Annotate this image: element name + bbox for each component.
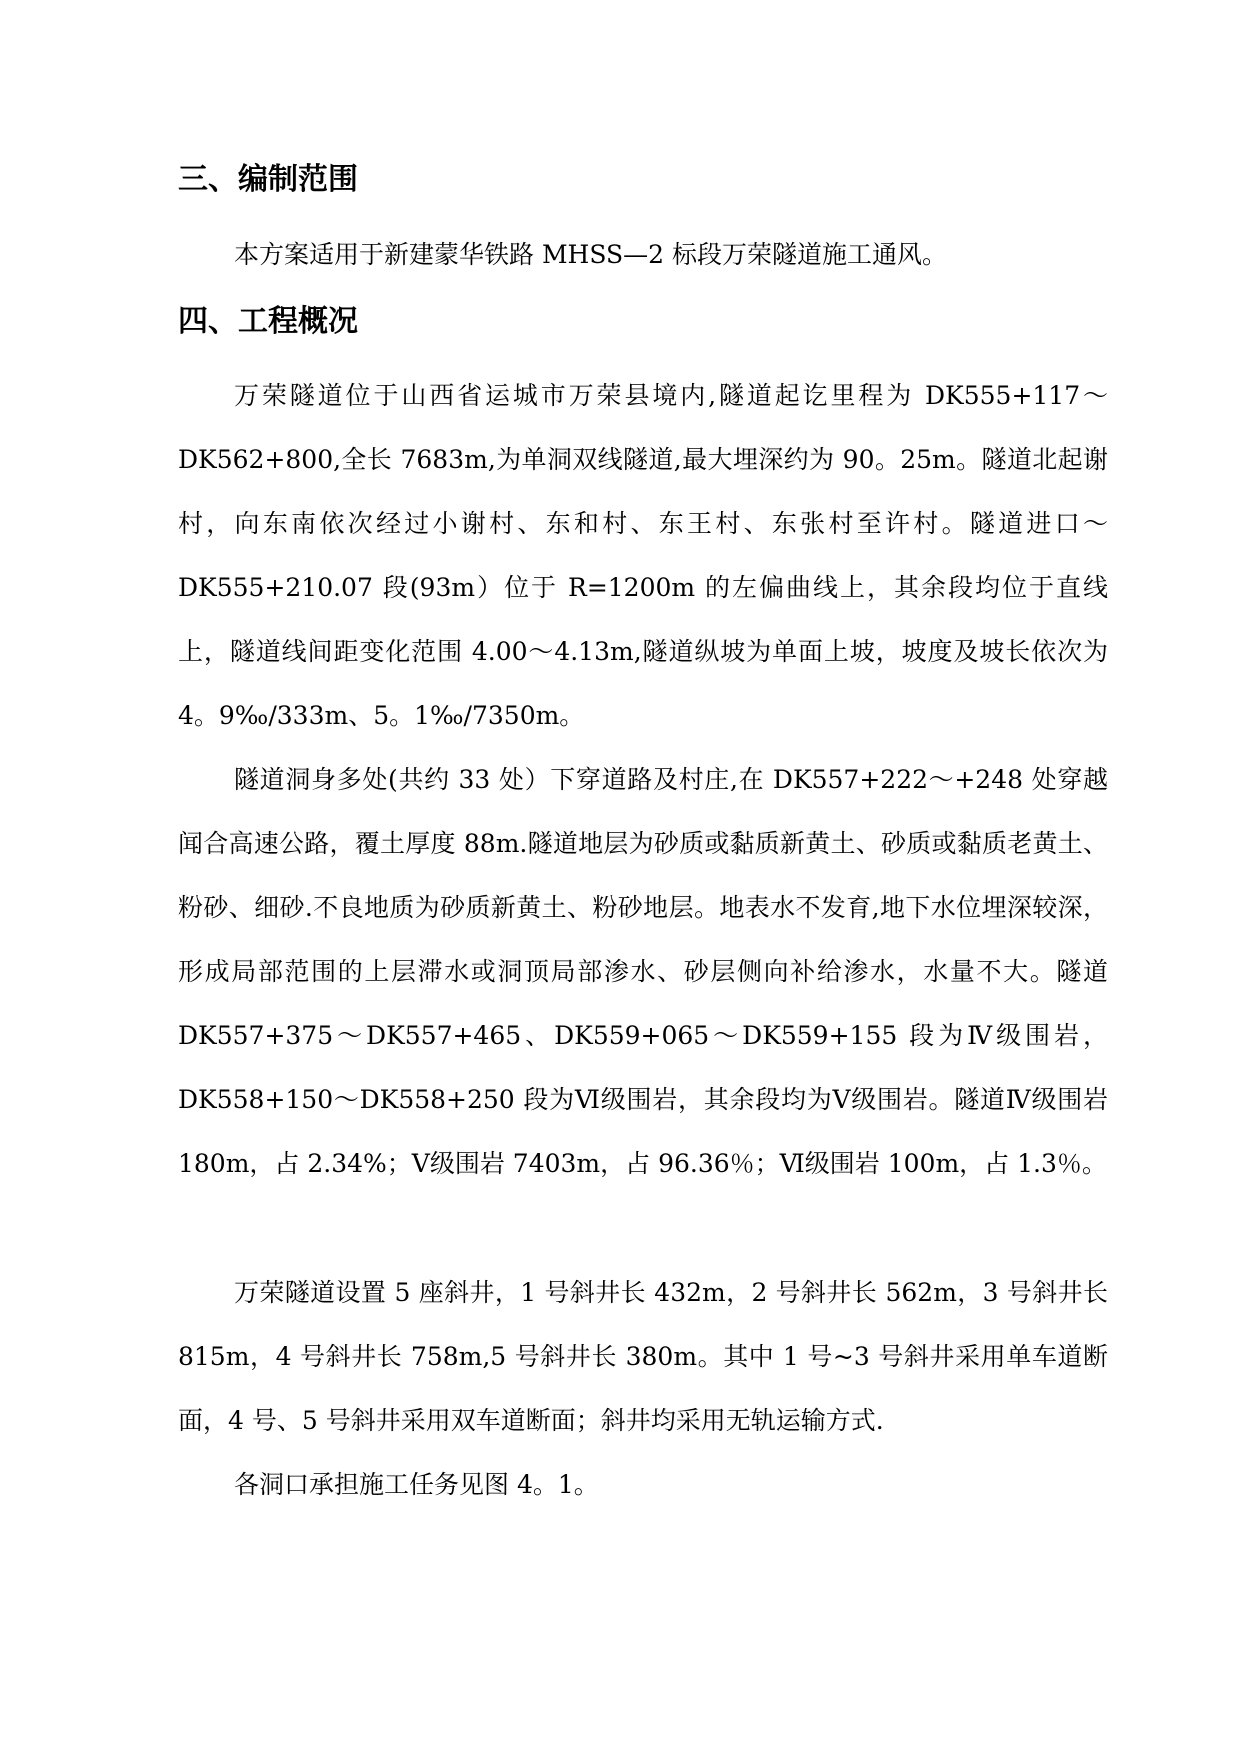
overview-paragraph-2: 隧道洞身多处(共约 33 处）下穿道路及村庄,在 DK557+222～+248 处穿越闻合高速公路，覆土厚度 88m.隧道地层为砂质或黏质新黄土、砂质或黏质老黄土、粉砂、细砂.不良地质为砂质新黄土、粉砂地层。地表水不发育,地下水位埋深较深，形成局部范围的上层滞水或洞顶局部渗水、砂层侧向补给渗水，水量不大。隧道 DK557+375～DK557+465、DK559+065～DK559+155 段为Ⅳ级围岩，DK558+150～DK558+250 段为Ⅵ级围岩，其余段均为Ⅴ级围岩。隧道Ⅳ级围岩 180m，占 2.34%；Ⅴ级围岩 7403m，占 96.36％；Ⅵ级围岩 100m，占 1.3％。: [178, 765, 1108, 1178]
section-3-paragraph: 本方案适用于新建蒙华铁路 MHSS—2 标段万荣隧道施工通风。: [234, 240, 948, 269]
section-3-heading: 三、编制范围: [178, 162, 358, 197]
section-4-heading: 四、工程概况: [178, 304, 358, 339]
overview-paragraph-3: 万荣隧道设置 5 座斜井，1 号斜井长 432m，2 号斜井长 562m，3 号斜井长 815m，4 号斜井长 758m,5 号斜井长 380m。其中 1 号~3 号斜井采用单车道断面，4 号、5 号斜井采用双车道断面；斜井均采用无轨运输方式.: [178, 1278, 1108, 1435]
overview-paragraph-1: 万荣隧道位于山西省运城市万荣县境内,隧道起讫里程为 DK555+117～DK562+800,全长 7683m,为单洞双线隧道,最大埋深约为 90。25m。隧道北起谢村，向东南依次经过小谢村、东和村、东王村、东张村至许村。隧道进口～DK555+210.07 段(93m）位于 R=1200m 的左偏曲线上，其余段均位于直线上，隧道线间距变化范围 4.00～4.13m,隧道纵坡为单面上坡，坡度及坡长依次为 4。9‰/333m、5。1‰/7350m。: [178, 381, 1108, 730]
overview-paragraph-4: 各洞口承担施工任务见图 4。1。: [234, 1470, 599, 1499]
